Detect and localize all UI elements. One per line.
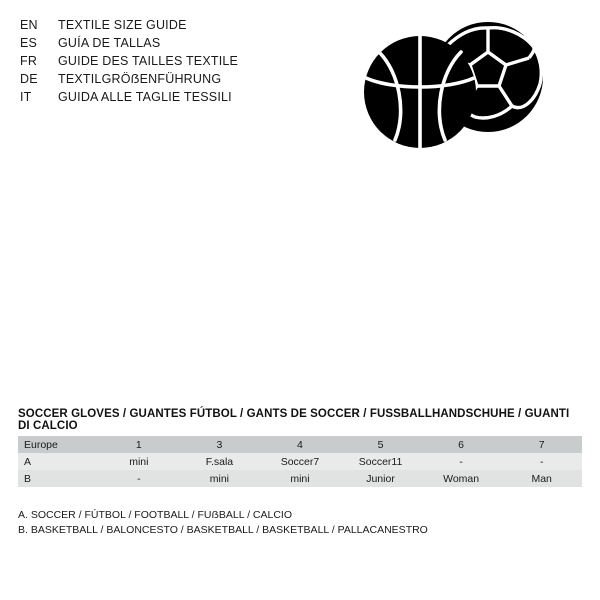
size-table-section — [18, 408, 582, 487]
table-header-cell: 1 — [99, 436, 180, 453]
language-row-it — [20, 88, 350, 106]
footnote-b: B. BASKETBALL / BALONCESTO / BASKETBALL / BASKETBALL / PALLACANESTRO — [18, 524, 428, 536]
table-cell: Man — [501, 470, 582, 487]
footnote-a: A. SOCCER / FÚTBOL / FOOTBALL / FUẞBALL / CALCIO — [18, 509, 293, 521]
language-row-es — [20, 34, 350, 52]
language-list — [20, 16, 350, 106]
table-header-cell: 7 — [501, 436, 582, 453]
table-cell: Soccer11 — [340, 453, 421, 470]
table-header-cell: 3 — [179, 436, 260, 453]
table-row — [18, 453, 582, 470]
basketball-icon — [364, 36, 476, 148]
table-header-cell: 6 — [421, 436, 502, 453]
table-cell: Junior — [340, 470, 421, 487]
table-header-row — [18, 436, 582, 453]
table-header-cell: 4 — [260, 436, 341, 453]
balls-illustration — [355, 20, 555, 165]
language-code: IT — [20, 90, 32, 104]
size-table — [18, 436, 582, 487]
language-code: EN — [20, 18, 38, 32]
table-cell: - — [99, 470, 180, 487]
table-cell: A — [18, 453, 99, 470]
language-row-fr — [20, 52, 350, 70]
language-row-de — [20, 70, 350, 88]
table-cell: - — [501, 453, 582, 470]
language-label: TEXTILGRÖẞENFÜHRUNG — [58, 72, 222, 86]
footnotes — [18, 508, 578, 538]
table-cell: Woman — [421, 470, 502, 487]
table-title: SOCCER GLOVES / GUANTES FÚTBOL / GANTS DE SOCCER / FUSSBALLHANDSCHUHE / GUANTI DI CALCIO — [18, 408, 570, 432]
language-label: GUÍA DE TALLAS — [58, 36, 161, 50]
table-cell: B — [18, 470, 99, 487]
table-row — [18, 470, 582, 487]
language-label: TEXTILE SIZE GUIDE — [58, 18, 187, 32]
table-header-cell: 5 — [340, 436, 421, 453]
table-cell: mini — [99, 453, 180, 470]
table-header-cell: Europe — [18, 436, 99, 453]
table-cell: mini — [260, 470, 341, 487]
language-code: DE — [20, 72, 38, 86]
table-cell: Soccer7 — [260, 453, 341, 470]
language-label: GUIDE DES TAILLES TEXTILE — [58, 54, 239, 68]
language-code: FR — [20, 54, 38, 68]
table-cell: mini — [179, 470, 260, 487]
language-row-en — [20, 16, 350, 34]
table-cell: F.sala — [179, 453, 260, 470]
table-cell: - — [421, 453, 502, 470]
language-code: ES — [20, 36, 38, 50]
language-label: GUIDA ALLE TAGLIE TESSILI — [58, 90, 232, 104]
